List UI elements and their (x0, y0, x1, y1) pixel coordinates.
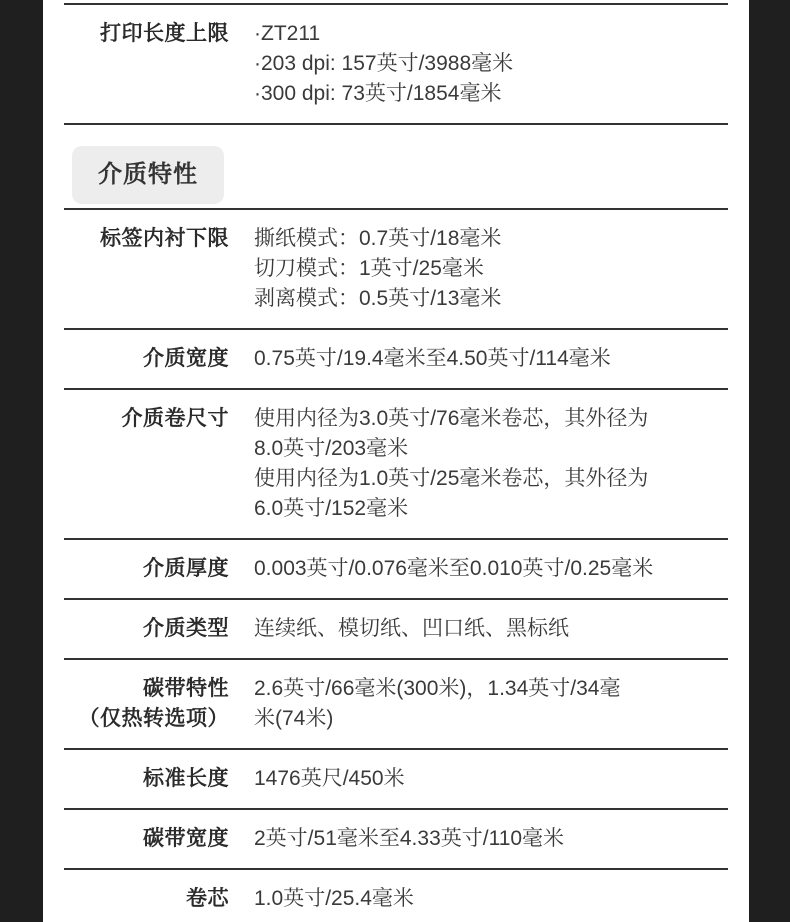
spec-value (254, 404, 648, 524)
spec-value (254, 614, 569, 644)
spec-row (64, 808, 728, 868)
spec-label-line: 卷芯 (186, 887, 229, 910)
spec-label (64, 344, 229, 374)
spec-label-line: 介质宽度 (143, 347, 229, 370)
spec-value-line: 0.75英寸/19.4毫米至4.50英寸/114毫米 (254, 347, 611, 370)
spec-row (64, 208, 728, 328)
spec-value (254, 554, 653, 584)
spec-value-line: 6.0英寸/152毫米 (254, 497, 409, 520)
spec-value (254, 674, 620, 734)
spec-row (64, 868, 728, 922)
spec-value-line: 切刀模式：1英寸/25毫米 (254, 257, 484, 280)
spec-row (64, 328, 728, 388)
right-black-bar (749, 0, 790, 922)
spec-value-line: 撕纸模式：0.7英寸/18毫米 (254, 227, 502, 250)
spec-row (64, 538, 728, 598)
spec-value-line: 2.6英寸/66毫米(300米)，1.34英寸/34毫 (254, 677, 621, 700)
spec-sheet-inner (64, 0, 728, 922)
spec-value (254, 19, 513, 109)
spec-label (64, 764, 229, 794)
spec-label-line: 标准长度 (143, 767, 229, 790)
spec-value (254, 764, 405, 794)
spec-row (64, 748, 728, 808)
spec-row (64, 388, 728, 538)
spec-label (64, 884, 229, 914)
spec-row (64, 658, 728, 748)
spec-row-print-length (64, 3, 728, 125)
spec-value-line: 8.0英寸/203毫米 (254, 437, 409, 460)
spec-value (254, 224, 501, 314)
left-black-bar (0, 0, 43, 922)
spec-label-line: （仅热转选项） (78, 707, 229, 730)
spec-label-line: 碳带特性 (143, 677, 229, 700)
spec-value-line: 使用内径为1.0英寸/25毫米卷芯，其外径为 (254, 467, 649, 490)
section-header (64, 146, 728, 204)
spec-label (64, 614, 229, 644)
spec-table (64, 208, 728, 922)
spec-label (64, 554, 229, 584)
spec-row (64, 598, 728, 658)
spec-value (254, 884, 414, 914)
spec-label-line: 标签内衬下限 (100, 227, 229, 250)
spec-label (64, 404, 229, 434)
spec-label-line: 碳带宽度 (143, 827, 229, 850)
spec-label (64, 674, 229, 734)
spec-value-line: 连续纸、模切纸、凹口纸、黑标纸 (254, 617, 569, 640)
spec-value-line: ·203 dpi: 157英寸/3988毫米 (254, 52, 514, 75)
section-title: 介质特性 (72, 146, 224, 204)
spec-value-line: ·ZT211 (254, 22, 321, 45)
spec-label (64, 224, 229, 254)
spec-value-line: 1476英尺/450米 (254, 767, 405, 790)
spec-value-line: 2英寸/51毫米至4.33英寸/110毫米 (254, 827, 565, 850)
spec-label-line: 介质类型 (143, 617, 229, 640)
spec-label: 打印长度上限 (100, 22, 229, 45)
spec-value (254, 344, 611, 374)
spec-value-line: 1.0英寸/25.4毫米 (254, 887, 414, 910)
spec-value-line: 剥离模式：0.5英寸/13毫米 (254, 287, 502, 310)
spec-label-line: 介质卷尺寸 (121, 407, 229, 430)
spec-value-line: 米(74米) (254, 707, 334, 730)
spec-label-line: 介质厚度 (143, 557, 229, 580)
spec-value (254, 824, 564, 854)
content-panel (43, 0, 749, 922)
spec-label (64, 824, 229, 854)
spec-value-line: ·300 dpi: 73英寸/1854毫米 (254, 82, 502, 105)
spec-value-line: 0.003英寸/0.076毫米至0.010英寸/0.25毫米 (254, 557, 654, 580)
spec-value-line: 使用内径为3.0英寸/76毫米卷芯，其外径为 (254, 407, 649, 430)
